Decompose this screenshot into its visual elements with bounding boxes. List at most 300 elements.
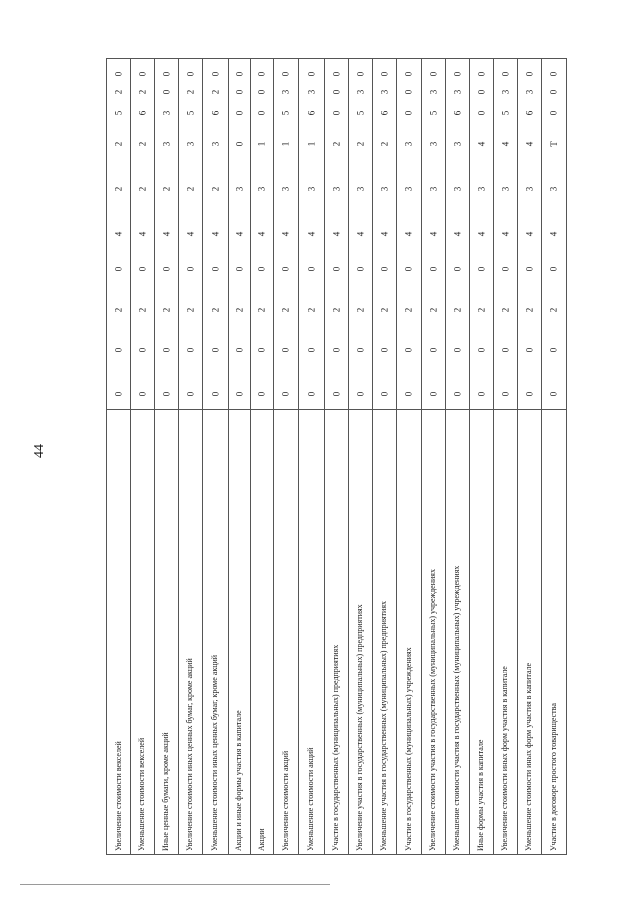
code-value: 4 bbox=[428, 231, 438, 237]
code-cell bbox=[544, 343, 564, 357]
table-row bbox=[273, 59, 298, 856]
code-cell bbox=[447, 387, 467, 401]
code-value: 0 bbox=[500, 391, 510, 397]
code-cell bbox=[495, 227, 515, 241]
table-row bbox=[324, 59, 348, 856]
code-value: 0 bbox=[452, 391, 462, 397]
code-cell bbox=[326, 106, 346, 120]
code-cell bbox=[180, 67, 200, 81]
row-label bbox=[396, 411, 421, 856]
code-value: 3 bbox=[524, 89, 534, 95]
code-value: 0 bbox=[331, 347, 341, 353]
table-row bbox=[517, 59, 541, 856]
code-cell bbox=[205, 343, 225, 357]
code-cell bbox=[205, 182, 225, 196]
code-cell bbox=[109, 85, 129, 99]
code-value: 2 bbox=[355, 141, 365, 147]
code-value: 0 bbox=[403, 391, 414, 397]
row-label-text: Участие в договоре простого товарищества bbox=[548, 703, 558, 851]
code-value: 1 bbox=[306, 141, 316, 147]
code-cell bbox=[447, 67, 467, 81]
row-label-text: Участие в государственных (муниципальных) предприятиях bbox=[331, 644, 340, 851]
footer-rule bbox=[20, 884, 330, 885]
code-value: 0 bbox=[210, 266, 220, 272]
code-value: 0 bbox=[355, 347, 365, 353]
code-cell bbox=[229, 387, 249, 401]
row-label bbox=[202, 411, 228, 856]
row-label-text: Акции bbox=[256, 828, 266, 851]
code-cell bbox=[519, 85, 539, 99]
code-value: 2 bbox=[476, 307, 486, 313]
code-cell bbox=[495, 387, 515, 401]
code-value: 0 bbox=[403, 347, 414, 353]
code-cell bbox=[205, 387, 225, 401]
code-value: 2 bbox=[331, 307, 341, 313]
code-value: 0 bbox=[524, 71, 534, 77]
code-value: 2 bbox=[280, 307, 291, 313]
code-value: 3 bbox=[403, 141, 414, 147]
code-value: 0 bbox=[234, 89, 244, 95]
code-value: 2 bbox=[185, 186, 195, 192]
code-cell bbox=[374, 387, 394, 401]
code-value: 0 bbox=[280, 266, 291, 272]
code-cell bbox=[109, 387, 129, 401]
page-number: 44 bbox=[32, 444, 47, 458]
code-value: 4 bbox=[403, 231, 414, 237]
code-value: 4 bbox=[210, 231, 220, 237]
code-cell bbox=[301, 387, 321, 401]
code-cell bbox=[156, 137, 176, 151]
code-value: 0 bbox=[234, 141, 244, 147]
code-value: 2 bbox=[161, 307, 171, 313]
code-cell bbox=[276, 303, 296, 317]
code-cell bbox=[471, 303, 491, 317]
code-cell bbox=[276, 262, 296, 276]
code-cell bbox=[229, 137, 249, 151]
code-value: 4 bbox=[379, 231, 389, 237]
code-value: 0 bbox=[331, 110, 341, 116]
code-value: 4 bbox=[280, 231, 291, 237]
code-value: 0 bbox=[428, 347, 438, 353]
code-cell bbox=[374, 67, 394, 81]
code-cell bbox=[276, 137, 296, 151]
code-value: 4 bbox=[548, 231, 559, 237]
code-cell bbox=[399, 67, 419, 81]
code-cell bbox=[109, 106, 129, 120]
code-value: 0 bbox=[234, 110, 244, 116]
row-label bbox=[273, 411, 298, 856]
row-label-text: Иные ценные бумаги, кроме акций bbox=[161, 732, 170, 851]
code-value: 2 bbox=[452, 307, 462, 313]
code-value: 1 bbox=[280, 141, 291, 147]
code-cell bbox=[301, 85, 321, 99]
code-cell bbox=[252, 343, 272, 357]
code-cell bbox=[423, 182, 443, 196]
code-cell bbox=[423, 343, 443, 357]
code-cell bbox=[109, 67, 129, 81]
code-cell bbox=[252, 182, 272, 196]
code-cell bbox=[326, 303, 346, 317]
code-value: 3 bbox=[452, 141, 462, 147]
row-label bbox=[517, 411, 541, 856]
code-cell bbox=[229, 85, 249, 99]
code-value: 0 bbox=[331, 71, 341, 77]
code-cell bbox=[156, 67, 176, 81]
code-value: 0 bbox=[161, 71, 171, 77]
code-value: 4 bbox=[137, 231, 147, 237]
code-cell bbox=[544, 67, 564, 81]
code-value: 3 bbox=[161, 141, 171, 147]
code-cell bbox=[132, 137, 152, 151]
code-value: 0 bbox=[161, 266, 171, 272]
code-cell bbox=[301, 303, 321, 317]
code-value: 3 bbox=[306, 89, 316, 95]
code-cell bbox=[132, 387, 152, 401]
code-value: 0 bbox=[113, 71, 124, 77]
code-cell bbox=[423, 67, 443, 81]
code-value: 2 bbox=[428, 307, 438, 313]
code-value: 0 bbox=[476, 266, 486, 272]
code-value: 0 bbox=[500, 266, 510, 272]
code-value: 0 bbox=[452, 266, 462, 272]
row-label-text: Уменьшение стоимости участия в государственных (муниципальных) учреждениях bbox=[452, 565, 461, 851]
code-cell bbox=[132, 227, 152, 241]
code-value: 0 bbox=[210, 71, 220, 77]
row-label-text: Увеличение стоимости участия в государственных (муниципальных) учреждениях bbox=[428, 569, 437, 851]
code-cell bbox=[447, 182, 467, 196]
code-value: 5 bbox=[428, 110, 438, 116]
code-cell bbox=[276, 387, 296, 401]
code-cell bbox=[229, 303, 249, 317]
code-value: 2 bbox=[137, 307, 147, 313]
code-value: 3 bbox=[355, 89, 365, 95]
code-cell bbox=[205, 85, 225, 99]
code-cell bbox=[205, 137, 225, 151]
code-value: 3 bbox=[548, 186, 559, 192]
code-value: 0 bbox=[500, 71, 510, 77]
code-cell bbox=[495, 106, 515, 120]
code-cell bbox=[350, 343, 370, 357]
code-value: 5 bbox=[280, 110, 291, 116]
code-value: 0 bbox=[113, 266, 124, 272]
code-value: 0 bbox=[403, 266, 414, 272]
code-value: 0 bbox=[234, 71, 244, 77]
table-row bbox=[250, 59, 273, 856]
code-value: 3 bbox=[185, 141, 195, 147]
code-cell bbox=[132, 182, 152, 196]
table-row bbox=[348, 59, 372, 856]
code-cell bbox=[519, 182, 539, 196]
code-cell bbox=[519, 137, 539, 151]
table-row bbox=[421, 59, 445, 856]
code-cell bbox=[544, 387, 564, 401]
code-cell bbox=[156, 387, 176, 401]
code-cell bbox=[350, 85, 370, 99]
row-label bbox=[178, 411, 202, 856]
code-cell bbox=[276, 343, 296, 357]
code-value: 4 bbox=[452, 231, 462, 237]
code-cell bbox=[132, 85, 152, 99]
code-cell bbox=[326, 85, 346, 99]
row-label bbox=[445, 411, 469, 856]
code-value: 0 bbox=[137, 347, 147, 353]
code-cell bbox=[495, 343, 515, 357]
code-cell bbox=[180, 227, 200, 241]
code-value: 3 bbox=[234, 186, 244, 192]
row-label-text: Уменьшение стоимости векселей bbox=[137, 737, 146, 851]
code-cell bbox=[447, 85, 467, 99]
code-cell bbox=[180, 262, 200, 276]
row-label bbox=[348, 411, 372, 856]
code-cell bbox=[447, 227, 467, 241]
code-cell bbox=[374, 137, 394, 151]
code-value: 0 bbox=[379, 391, 389, 397]
code-value: 4 bbox=[500, 231, 510, 237]
code-value: 0 bbox=[280, 391, 291, 397]
code-cell bbox=[544, 85, 564, 99]
code-value: 2 bbox=[355, 307, 365, 313]
code-value: 2 bbox=[210, 186, 220, 192]
code-value: 0 bbox=[476, 110, 486, 116]
code-cell bbox=[132, 262, 152, 276]
code-cell bbox=[399, 85, 419, 99]
code-cell bbox=[252, 262, 272, 276]
code-value: 2 bbox=[137, 186, 147, 192]
code-value: 3 bbox=[161, 110, 171, 116]
code-value: 5 bbox=[355, 110, 365, 116]
code-cell bbox=[156, 343, 176, 357]
table-row bbox=[228, 59, 250, 856]
code-cell bbox=[374, 85, 394, 99]
row-label bbox=[228, 411, 250, 856]
code-cell bbox=[276, 106, 296, 120]
code-cell bbox=[471, 67, 491, 81]
code-value: 2 bbox=[161, 186, 171, 192]
code-value: 0 bbox=[256, 391, 267, 397]
code-value: 6 bbox=[379, 110, 389, 116]
code-cell bbox=[495, 262, 515, 276]
code-value: 4 bbox=[256, 231, 267, 237]
code-cell bbox=[519, 343, 539, 357]
code-value: 2 bbox=[256, 307, 267, 313]
code-value: 4 bbox=[113, 231, 124, 237]
code-value: 3 bbox=[452, 89, 462, 95]
code-cell bbox=[301, 137, 321, 151]
code-value: 0 bbox=[210, 347, 220, 353]
code-value: 2 bbox=[113, 141, 124, 147]
code-cell bbox=[495, 67, 515, 81]
table-row bbox=[493, 59, 517, 856]
code-value: 3 bbox=[256, 186, 267, 192]
code-cell bbox=[350, 182, 370, 196]
code-cell bbox=[423, 106, 443, 120]
table-row bbox=[469, 59, 493, 856]
code-value: 0 bbox=[355, 71, 365, 77]
code-value: 2 bbox=[548, 307, 559, 313]
code-value: 4 bbox=[476, 231, 486, 237]
code-value: 2 bbox=[379, 307, 389, 313]
code-cell bbox=[399, 106, 419, 120]
code-value: 0 bbox=[161, 89, 171, 95]
code-cell bbox=[252, 137, 272, 151]
code-cell bbox=[519, 303, 539, 317]
code-cell bbox=[252, 67, 272, 81]
code-value: 1 bbox=[256, 141, 267, 147]
code-cell bbox=[109, 182, 129, 196]
code-cell bbox=[109, 343, 129, 357]
code-cell bbox=[471, 262, 491, 276]
code-cell bbox=[326, 137, 346, 151]
code-value: 0 bbox=[548, 266, 559, 272]
code-value: 3 bbox=[428, 186, 438, 192]
code-value: 0 bbox=[185, 71, 195, 77]
code-value: 0 bbox=[256, 347, 267, 353]
code-value: 3 bbox=[280, 89, 291, 95]
code-value: 0 bbox=[137, 391, 147, 397]
code-cell bbox=[301, 67, 321, 81]
code-cell bbox=[326, 227, 346, 241]
code-cell bbox=[423, 303, 443, 317]
code-value: 2 bbox=[500, 307, 510, 313]
code-value: 3 bbox=[355, 186, 365, 192]
code-cell bbox=[471, 387, 491, 401]
code-value: 0 bbox=[161, 347, 171, 353]
code-cell bbox=[374, 106, 394, 120]
code-value: 0 bbox=[355, 391, 365, 397]
code-value: 2 bbox=[524, 307, 534, 313]
code-cell bbox=[326, 262, 346, 276]
code-cell bbox=[132, 303, 152, 317]
code-cell bbox=[350, 387, 370, 401]
code-value: 4 bbox=[476, 141, 486, 147]
row-label-text: Увеличение стоимости иных ценных бумаг, кроме акций bbox=[185, 658, 194, 851]
table-row bbox=[154, 59, 178, 856]
code-value: 2 bbox=[234, 307, 244, 313]
code-value: 0 bbox=[452, 347, 462, 353]
code-value: 2 bbox=[113, 186, 124, 192]
code-value: 0 bbox=[428, 71, 438, 77]
code-cell bbox=[276, 85, 296, 99]
code-value: 0 bbox=[256, 89, 267, 95]
code-cell bbox=[132, 67, 152, 81]
row-label-text: Уменьшение стоимости иных форм участия в капитале bbox=[524, 662, 533, 851]
code-value: 0 bbox=[256, 266, 267, 272]
code-cell bbox=[109, 262, 129, 276]
code-cell bbox=[495, 137, 515, 151]
code-cell bbox=[374, 343, 394, 357]
code-value: 0 bbox=[548, 347, 559, 353]
code-value: 0 bbox=[403, 71, 414, 77]
code-cell bbox=[399, 303, 419, 317]
code-value: 0 bbox=[476, 89, 486, 95]
code-cell bbox=[132, 343, 152, 357]
code-cell bbox=[471, 227, 491, 241]
code-cell bbox=[252, 227, 272, 241]
code-cell bbox=[229, 106, 249, 120]
code-cell bbox=[374, 262, 394, 276]
code-value: 0 bbox=[280, 71, 291, 77]
code-cell bbox=[276, 227, 296, 241]
code-value: 0 bbox=[500, 347, 510, 353]
table-row bbox=[372, 59, 396, 856]
code-cell bbox=[132, 106, 152, 120]
table-row bbox=[396, 59, 421, 856]
code-value: 3 bbox=[524, 186, 534, 192]
code-value: 5 bbox=[185, 110, 195, 116]
code-cell bbox=[399, 262, 419, 276]
code-value: 4 bbox=[524, 141, 534, 147]
row-label bbox=[324, 411, 348, 856]
row-label-text: Увеличение стоимости акций bbox=[280, 750, 290, 851]
code-value: 0 bbox=[185, 266, 195, 272]
code-cell bbox=[326, 182, 346, 196]
row-label bbox=[541, 411, 566, 856]
code-value: Т bbox=[548, 141, 559, 147]
code-value: 3 bbox=[500, 89, 510, 95]
code-value: 0 bbox=[524, 266, 534, 272]
code-value: 0 bbox=[379, 71, 389, 77]
code-value: 0 bbox=[306, 391, 316, 397]
code-value: 0 bbox=[234, 391, 244, 397]
code-cell bbox=[544, 106, 564, 120]
row-label bbox=[107, 411, 130, 856]
code-cell bbox=[276, 182, 296, 196]
code-value: 4 bbox=[161, 231, 171, 237]
code-cell bbox=[399, 182, 419, 196]
code-value: 6 bbox=[306, 110, 316, 116]
code-cell bbox=[229, 182, 249, 196]
code-value: 0 bbox=[548, 110, 559, 116]
code-cell bbox=[423, 85, 443, 99]
code-cell bbox=[495, 303, 515, 317]
code-value: 3 bbox=[476, 186, 486, 192]
row-label-text: Акции и иные формы участия в капитале bbox=[234, 710, 243, 851]
code-value: 3 bbox=[331, 186, 341, 192]
code-value: 3 bbox=[379, 186, 389, 192]
row-label-text: Увеличение стоимости иных форм участия в капитале bbox=[500, 666, 509, 851]
code-value: 0 bbox=[234, 266, 244, 272]
code-value: 0 bbox=[428, 391, 438, 397]
code-cell bbox=[205, 67, 225, 81]
code-value: 0 bbox=[403, 89, 414, 95]
code-cell bbox=[423, 262, 443, 276]
code-cell bbox=[399, 137, 419, 151]
code-value: 4 bbox=[524, 231, 534, 237]
code-cell bbox=[519, 262, 539, 276]
code-value: 2 bbox=[379, 141, 389, 147]
code-cell bbox=[447, 262, 467, 276]
code-value: 3 bbox=[428, 89, 438, 95]
code-value: 2 bbox=[113, 89, 124, 95]
code-cell bbox=[301, 343, 321, 357]
code-cell bbox=[252, 303, 272, 317]
code-value: 6 bbox=[452, 110, 462, 116]
code-cell bbox=[180, 343, 200, 357]
code-value: 2 bbox=[137, 89, 147, 95]
table-row bbox=[107, 59, 130, 856]
code-cell bbox=[495, 182, 515, 196]
code-value: 0 bbox=[476, 347, 486, 353]
code-cell bbox=[301, 262, 321, 276]
row-label-text: Участие в государственных (муниципальных) учреждениях bbox=[403, 647, 413, 851]
code-value: 0 bbox=[403, 110, 414, 116]
code-value: 2 bbox=[210, 307, 220, 313]
code-value: 3 bbox=[210, 141, 220, 147]
code-cell bbox=[326, 343, 346, 357]
row-label bbox=[469, 411, 493, 856]
code-cell bbox=[544, 262, 564, 276]
code-cell bbox=[350, 137, 370, 151]
